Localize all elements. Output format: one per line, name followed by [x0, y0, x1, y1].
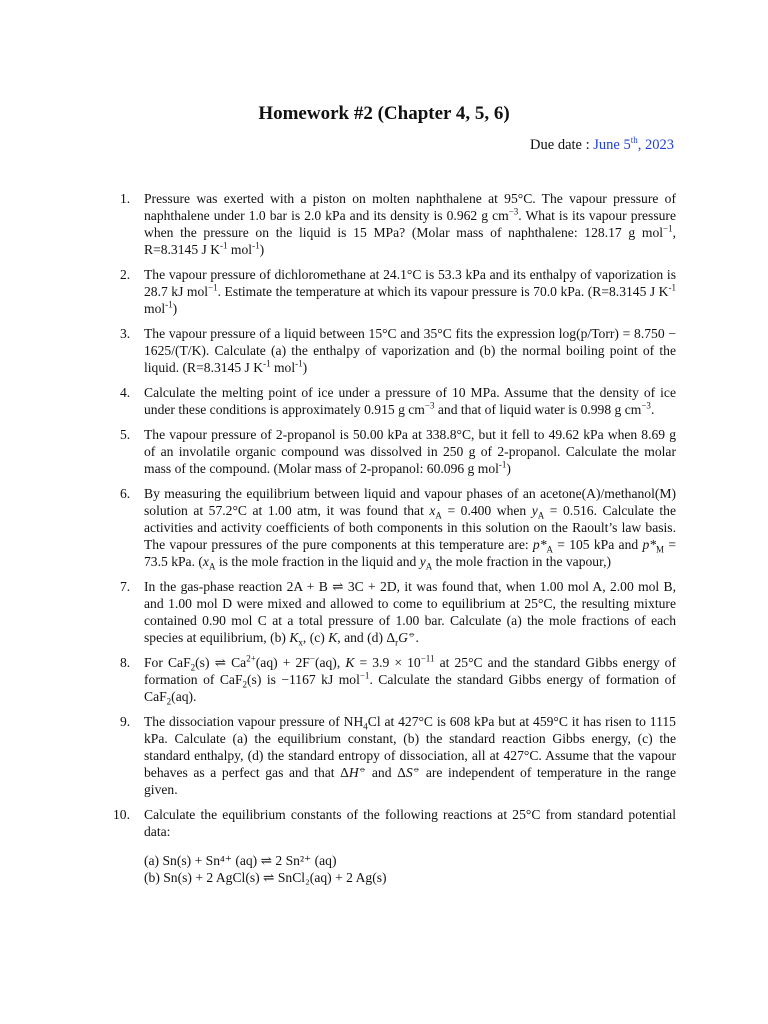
problem-8: 8. For CaF$_2$(s) ⇌ $Ca^{2+}(aq) + 2F^-(aq)$, $K = 3.9 \times 10^{-11}$ at 25°C and the standard Gibbs energy of formation of CaF$_2$(s) is −1167 kJ mol$^{-1}$. Calculate the standard Gibbs energy of formation of CaF$_2$(aq). — [120, 653, 676, 707]
problem-10-parts — [144, 852, 676, 886]
problem-6: 6. By measuring the equilibrium between liquid and vapour phases of an acetone(A)/methanol(M) solution at 57.2°C at 1.00 atm, it was found that $x_A = 0.400$ when $y_A = 0.516$. Calculate the activities and activity coefficients of both components in this solution on the Raoult’s law basis. The vapour pressures of the pure components at this temperature are: $p*_A = 105$ kPa and $p*_M = 73.5$ kPa. ($x_A$ is the mole fraction in the liquid and $y_A$ the mole fraction in the vapour,) — [120, 486, 676, 572]
part-a: (a) Sn(s) + Sn⁴⁺ (aq) ⇌ 2 Sn²⁺ (aq) — [144, 853, 337, 868]
page-title: Homework #2 (Chapter 4, 5, 6) — [258, 103, 510, 124]
due-month: June 5th, 2023 — [593, 135, 674, 153]
due-date — [530, 137, 674, 154]
problem-10: 10. Calculate the equilibrium constants of the following reactions at 25°C from standard potential data: (a) Sn(s) + Sn⁴⁺ (aq) ⇌ 2 Sn²⁺ (aq) (b) Sn(s) + 2 AgCl(s) ⇌ SnCl₂(aq) + 2 Ag(s) — [113, 807, 676, 885]
problem-list — [113, 190, 677, 894]
part-b: (b) Sn(s) + 2 AgCl(s) ⇌ SnCl₂(aq) + 2 Ag(s) — [144, 870, 387, 885]
problem-9: 9. The dissociation vapour pressure of $NH_4Cl$ at 427°C is 608 kPa but at 459°C it has risen to 1115 kPa. Calculate (a) the equilibrium constant, (b) the standard reaction Gibbs energy, (c) the standard enthalpy, (d) the standard entropy of dissociation, all at 427°C. Assume that the vapour behaves as a perfect gas and that ΔH⦵ and ΔS⦵ are independent of temperature in the range given. — [120, 714, 677, 797]
problem-5: 5. The vapour pressure of 2-propanol is 50.00 kPa at 338.8°C, but it fell to 49.62 kPa when 8.69 g of an involatile organic compound was dissolved in 250 g of 2-propanol. Calculate the molar mass of the compound. (Molar mass of 2-propanol: 60.096 g mol$^{-1}$) — [120, 427, 676, 476]
problem-2: 2. The vapour pressure of dichloromethane at 24.1°C is 53.3 kPa and its enthalpy of vaporization is 28.7 kJ mol$^{-1}$. Estimate the temperature at which its vapour pressure is 70.0 kPa. (R=8.3145 J $K^{-1}$ mol$^{-1}$) — [120, 267, 676, 316]
due-label: Due date : — [530, 137, 594, 153]
problem-7: 7. In the gas-phase reaction 2A + B ⇌ 3C + 2D, it was found that, when 1.00 mol A, 2.00 mol B, and 1.00 mol D were mixed and allowed to come to equilibrium at 25°C, the resulting mixture contained 0.90 mol C at a total pressure of 1.00 bar. Calculate (a) the mole fractions of each species at equilibrium, (b) $K_x$, (c) K, and (d) $\Delta_rG^⦵$. — [120, 579, 676, 648]
problem-3: 3. The vapour pressure of a liquid between 15°C and 35°C fits the expression log(p/Torr) = 8.750 − 1625/(T/K). Calculate (a) the enthalpy of vaporization and (b) the normal boiling point of the liquid. (R=8.3145 J $K^{-1}$ mol$^{-1}$) — [120, 326, 676, 375]
problem-4: 4. Calculate the melting point of ice under a pressure of 10 MPa. Assume that the density of ice under these conditions is approximately 0.915 g $cm^{-3}$ and that of liquid water is 0.998 g $cm^{-3}$. — [120, 385, 676, 417]
problem-1: 1. Pressure was exerted with a piston on molten naphthalene at 95°C. The vapour pressure of naphthalene under 1.0 bar is 2.0 kPa and its density is 0.962 g $cm^{-3}$. What is its vapour pressure when the pressure on the liquid is 15 MPa? (Molar mass of naphthalene: 128.17 g mol$^{-1}$, R=8.3145 J $K^{-1}$ mol$^{-1}$) — [120, 191, 676, 257]
